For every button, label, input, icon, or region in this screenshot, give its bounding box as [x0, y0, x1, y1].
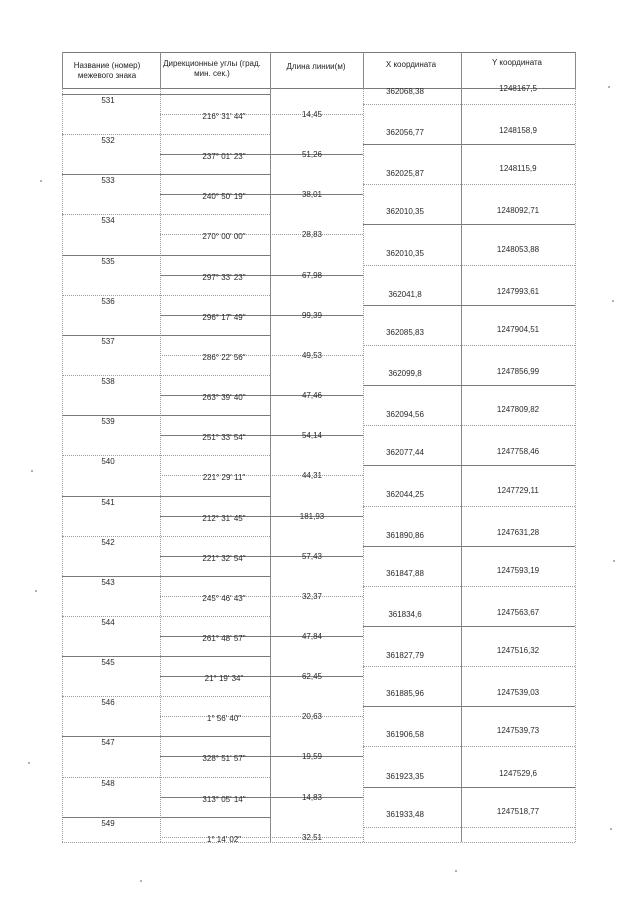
segment-length: 47,84 — [301, 631, 323, 641]
grid-line — [62, 616, 270, 617]
grid-line — [363, 104, 575, 105]
point-name: 542 — [101, 537, 115, 547]
point-y: 1247631,28 — [496, 527, 540, 537]
point-y: 1247904,51 — [496, 324, 540, 334]
grid-line — [363, 586, 575, 587]
point-name: 544 — [101, 617, 115, 627]
segment-angle: 270° 00' 00" — [202, 232, 246, 242]
point-y: 1247529,6 — [499, 768, 537, 778]
point-x: 362068,38 — [386, 87, 424, 96]
grid-line — [62, 415, 270, 416]
grid-line — [62, 842, 575, 843]
point-y: 1248115,9 — [499, 164, 537, 174]
grid-line — [62, 88, 575, 89]
segment-angle: 313° 05' 14" — [202, 794, 246, 804]
grid-line — [62, 134, 270, 135]
grid-line — [62, 375, 270, 376]
point-name: 546 — [101, 698, 115, 708]
point-name: 537 — [101, 336, 115, 346]
segment-length: 67,98 — [301, 270, 323, 280]
point-y: 1247729,11 — [497, 485, 539, 495]
grid-line — [62, 777, 270, 778]
point-x: 362041,8 — [388, 289, 422, 299]
point-y: 1247856,99 — [496, 367, 540, 377]
point-name: 545 — [101, 658, 115, 668]
segment-angle: 237° 01' 23" — [202, 152, 246, 162]
grid-line — [160, 52, 161, 88]
grid-line — [575, 88, 576, 842]
grid-line — [62, 174, 270, 175]
point-name: 534 — [101, 216, 115, 226]
grid-line — [270, 88, 271, 842]
grid-line — [363, 345, 575, 346]
grid-line — [62, 295, 270, 296]
point-x: 362056,77 — [386, 128, 424, 138]
point-y: 1247563,67 — [496, 607, 540, 617]
grid-line — [160, 797, 363, 798]
segment-length: 38,01 — [301, 190, 323, 200]
scan-speck — [140, 880, 142, 882]
segment-length: 47,46 — [301, 391, 323, 401]
grid-line — [62, 255, 270, 256]
segment-angle: 1° 14' 02" — [206, 834, 242, 844]
segment-length: 19,59 — [301, 752, 323, 762]
segment-length: 28,83 — [301, 230, 323, 240]
point-x: 361906,58 — [386, 730, 424, 740]
scan-speck — [610, 828, 612, 830]
segment-length: 181,93 — [299, 511, 325, 521]
grid-line — [363, 265, 575, 266]
grid-line — [62, 736, 270, 737]
point-x: 362025,87 — [386, 169, 424, 179]
point-y: 1247539,03 — [496, 688, 540, 698]
point-name: 540 — [101, 457, 115, 467]
point-x: 362094,56 — [386, 410, 424, 420]
grid-line — [62, 455, 270, 456]
scan-speck — [31, 470, 33, 472]
point-y: 1247809,82 — [496, 405, 540, 415]
header-name: Название (номер) межевого знака — [73, 61, 141, 80]
point-x: 361834,6 — [388, 609, 422, 619]
segment-length: 54,14 — [301, 431, 323, 441]
point-y: 1248167,5 — [499, 84, 537, 93]
grid-line — [62, 656, 270, 657]
point-x: 361827,79 — [386, 651, 424, 661]
point-name: 538 — [101, 377, 115, 387]
grid-line — [363, 666, 575, 667]
segment-angle: 212° 31' 45" — [202, 513, 246, 523]
scan-speck — [612, 300, 614, 302]
segment-angle: 286° 22' 56" — [202, 352, 246, 362]
point-x: 361885,96 — [386, 689, 424, 699]
point-x: 362099,8 — [388, 369, 422, 379]
segment-angle: 328° 51' 57" — [202, 754, 246, 764]
grid-line — [160, 395, 363, 396]
point-y: 1247539,73 — [496, 726, 540, 736]
grid-line — [363, 787, 575, 788]
point-x: 362010,35 — [386, 207, 424, 217]
grid-line — [62, 536, 270, 537]
point-name: 547 — [101, 738, 115, 748]
grid-line — [62, 817, 270, 818]
scan-speck — [608, 86, 610, 88]
scan-speck — [40, 180, 42, 182]
segment-length: 62,45 — [301, 672, 323, 682]
grid-line — [461, 52, 462, 88]
header-length: Длина линии(м) — [286, 62, 346, 71]
point-y: 1247758,46 — [496, 447, 540, 457]
scan-speck — [28, 762, 30, 764]
point-x: 362077,44 — [386, 448, 424, 458]
grid-line — [160, 516, 363, 517]
grid-line — [363, 746, 575, 747]
grid-line — [160, 475, 363, 476]
grid-line — [363, 546, 575, 547]
segment-length: 57,43 — [301, 551, 323, 561]
grid-line — [160, 275, 363, 276]
grid-line — [62, 88, 63, 842]
grid-line — [160, 194, 363, 195]
point-x: 361923,35 — [386, 771, 424, 781]
grid-line — [363, 706, 575, 707]
point-name: 549 — [101, 818, 115, 828]
segment-angle: 21° 19' 34" — [204, 674, 244, 684]
point-name: 532 — [101, 136, 115, 146]
point-x: 361847,88 — [386, 568, 424, 578]
point-x: 362010,35 — [386, 248, 424, 258]
grid-line — [62, 94, 270, 95]
segment-length: 14,83 — [301, 792, 323, 802]
grid-line — [160, 596, 363, 597]
point-y: 1248053,88 — [496, 244, 540, 254]
point-x: 362085,83 — [386, 327, 424, 337]
grid-line — [363, 305, 575, 306]
grid-line — [363, 827, 575, 828]
segment-angle: 245° 46' 43" — [202, 593, 246, 603]
grid-line — [160, 114, 363, 115]
grid-line — [270, 52, 271, 88]
segment-angle: 221° 32' 54" — [202, 553, 246, 563]
point-y: 1248092,71 — [496, 206, 540, 216]
header-x: X координата — [385, 60, 437, 69]
segment-length: 44,31 — [301, 471, 323, 481]
point-y: 1248158,9 — [499, 126, 537, 136]
grid-line — [160, 837, 363, 838]
segment-angle: 221° 29' 11" — [202, 473, 246, 483]
grid-line — [160, 154, 363, 155]
grid-line — [160, 315, 363, 316]
grid-line — [62, 52, 575, 53]
segment-angle: 251° 33' 54" — [202, 433, 246, 443]
segment-angle: 296° 17' 49" — [202, 312, 246, 322]
point-x: 361933,48 — [386, 809, 424, 819]
header-y: Y координата — [491, 58, 543, 67]
grid-line — [363, 465, 575, 466]
point-y: 1247993,61 — [496, 286, 540, 296]
segment-angle: 216° 31' 44" — [202, 112, 246, 121]
header-angles: Дирекционные углы (град. мин. сек.) — [163, 59, 261, 78]
grid-line — [160, 88, 161, 842]
grid-line — [160, 756, 363, 757]
scan-speck — [35, 590, 37, 592]
segment-length: 20,63 — [301, 712, 323, 722]
point-name: 541 — [101, 497, 115, 507]
grid-line — [160, 556, 363, 557]
segment-length: 49,53 — [301, 350, 323, 360]
grid-line — [363, 224, 575, 225]
point-name: 531 — [101, 96, 115, 105]
grid-line — [160, 636, 363, 637]
grid-line — [363, 626, 575, 627]
grid-line — [363, 52, 364, 88]
segment-angle: 263° 39' 40" — [202, 393, 246, 403]
point-x: 361890,86 — [386, 530, 424, 540]
segment-length: 51,26 — [301, 150, 323, 160]
grid-line — [363, 184, 575, 185]
grid-line — [62, 214, 270, 215]
scan-speck — [455, 870, 457, 872]
point-name: 533 — [101, 176, 115, 186]
grid-line — [363, 506, 575, 507]
grid-line — [62, 576, 270, 577]
grid-line — [62, 52, 63, 88]
point-name: 535 — [101, 256, 115, 266]
segment-angle: 297° 33' 23" — [202, 272, 246, 282]
point-name: 539 — [101, 417, 115, 427]
grid-line — [160, 435, 363, 436]
segment-length: 32,37 — [301, 591, 323, 601]
segment-angle: 240° 50' 19" — [202, 192, 246, 202]
segment-length: 99,39 — [301, 310, 323, 320]
grid-line — [363, 144, 575, 145]
segment-angle: 1° 56' 40" — [206, 714, 242, 724]
grid-line — [62, 335, 270, 336]
point-y: 1247516,32 — [496, 646, 540, 656]
segment-length: 14,45 — [301, 110, 323, 119]
grid-line — [363, 385, 575, 386]
segment-angle: 261° 48' 57" — [202, 633, 246, 643]
grid-line — [160, 234, 363, 235]
grid-line — [160, 716, 363, 717]
grid-line — [575, 52, 576, 88]
segment-length: 32,51 — [301, 832, 323, 842]
grid-line — [363, 425, 575, 426]
grid-line — [62, 496, 270, 497]
point-name: 543 — [101, 577, 115, 587]
grid-line — [62, 696, 270, 697]
point-y: 1247518,77 — [496, 806, 540, 816]
grid-line — [160, 676, 363, 677]
grid-line — [160, 355, 363, 356]
point-name: 536 — [101, 296, 115, 306]
scan-speck — [613, 560, 615, 562]
point-x: 362044,25 — [386, 489, 424, 499]
point-name: 548 — [101, 778, 115, 788]
point-y: 1247593,19 — [496, 565, 540, 575]
